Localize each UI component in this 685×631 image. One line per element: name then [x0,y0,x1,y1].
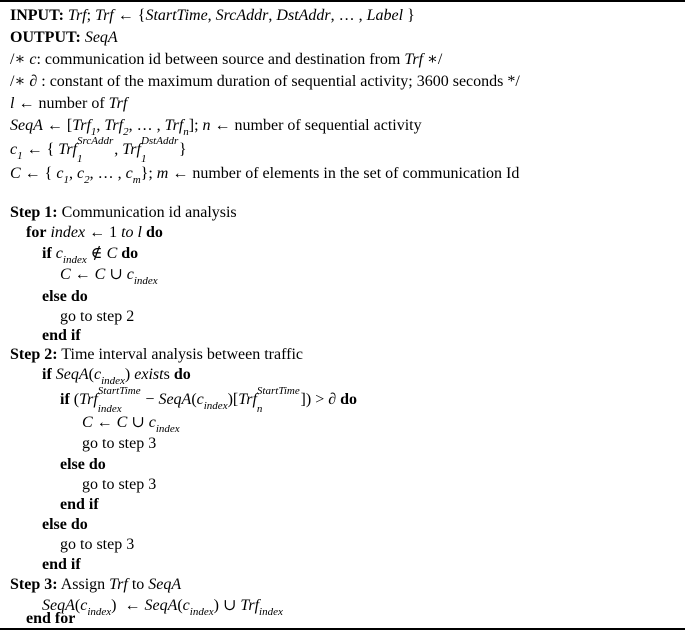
l-line: l ← number of Trf [10,95,128,112]
end-if-3: end if [42,556,81,573]
top-rule [0,0,685,2]
end-for: end for [26,610,76,627]
c1-line: $c_1$ ← { Trf SrcAddr 1 , Trf DstAddr 1 } [10,135,187,165]
assign-line: $SeqA(c_{index})$ ← $SeqA(c_{index})$ ∪ Trf$_{index}$ [42,597,283,618]
end-if-2: end if [60,496,99,513]
else-do-1: else do [42,288,88,305]
step3-line: Step 3: Assign Trf to SeqA [10,576,182,593]
for-line: for index ← 1 to l do [26,224,163,241]
seqa-line: SeqA ← [Trf$_1$, Trf$_2$, … , Trf$_n$]; n ← number of sequential activity [10,117,422,138]
c-set-line: C ← { $c_1$, $c_2$, … , $c_m$}; m ← number of elements in the set of communication Id [10,165,520,186]
end-if-1: end if [42,327,81,344]
comment-d-line: /∗ ∂ : constant of the maximum duration of sequential activity; 3600 seconds */ [10,73,520,90]
bottom-rule [0,628,685,630]
go-step3-a: go to step 3 [82,435,157,452]
union-line-2: C ← C ∪ $c_{index}$ [82,414,180,435]
go-step3-b: go to step 3 [82,476,157,493]
union-line-1: C ← C ∪ $c_{index}$ [60,266,158,287]
step2-line: Step 2: Time interval analysis between traffic [10,346,303,363]
input-line: INPUT: Trf; Trf ← {StartTime, SrcAddr, DstAddr, … , Label } [10,7,415,24]
else-do-3: else do [42,516,88,533]
else-do-2: else do [60,456,106,473]
go-step3-c: go to step 3 [60,536,135,553]
if-notin-line: if $c_{index}$ ∉ C do [42,245,139,266]
output-line: OUTPUT: SeqA [10,29,118,46]
step1-line: Step 1: Communication id analysis [10,204,237,221]
comment-c-line: /∗ c: communication id between source and destination from Trf ∗/ [10,51,443,68]
if-exists-line: if $SeqA(c_{index})$ exists do [42,366,191,387]
go-step2-line: go to step 2 [60,308,135,325]
if-time-line: if (Trf StartTime index − $SeqA(c_{index})[Trf$ StartTime n ]) > ∂ do [60,385,358,415]
